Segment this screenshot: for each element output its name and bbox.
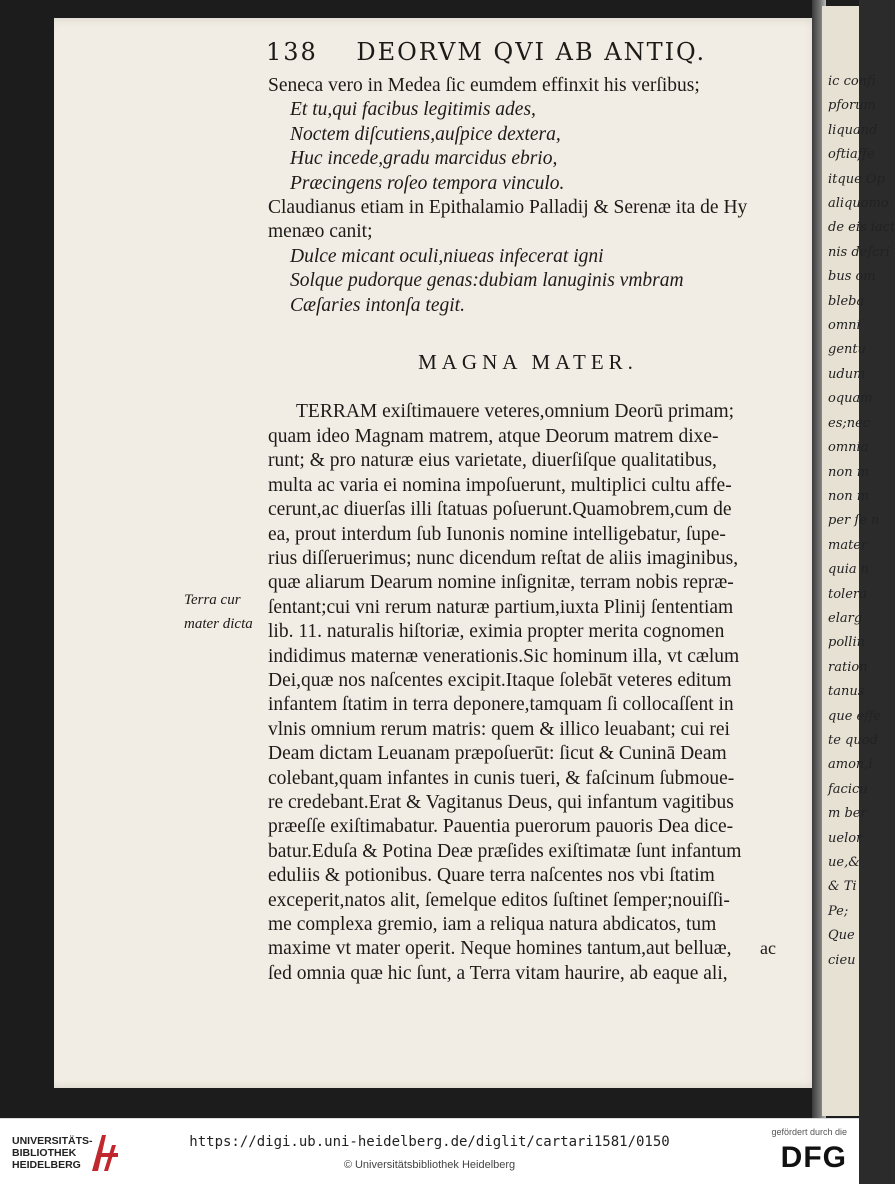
logo-line: UNIVERSITÄTS- (12, 1135, 93, 1147)
text-line: multa ac varia ei nomina impoſuerunt, multiplici cultu affe- (268, 474, 732, 496)
text-line: eduliis & potionibus. Quare terra naſcentes nos vbi ſtatim (268, 865, 715, 887)
text-line: Et tu,qui facibus legitimis ades, (290, 99, 536, 121)
text-line: quam ideo Magnam matrem, atque Deorum matrem dixe- (268, 425, 719, 447)
text-line: Deam dictam Leuanam præpoſuerūt: ſicut & Cuninā Deam (268, 743, 727, 765)
facing-page-fragment: ration (828, 659, 868, 675)
funded-by-label: gefördert durch die (771, 1127, 847, 1137)
text-line: Seneca vero in Medea ſic eumdem effinxit his verſibus; (268, 75, 700, 96)
facing-page-fragment: bus om (828, 269, 876, 285)
facing-page-fragment: elarg (828, 610, 863, 626)
verse-claudianus (268, 245, 788, 318)
facing-page-fragment: es;nec (828, 415, 871, 431)
facing-page-fragment: oftiaffe (828, 147, 875, 163)
text-line: præeſſe exiſtimabatur. Pauentia puerorum pauoris Dea dice- (268, 816, 734, 838)
dfg-logo: DFG (780, 1141, 847, 1174)
text-line: indidimus maternæ venerationis.Sic hominum illa, vt cælum (268, 645, 740, 667)
text-line: re credebant.Erat & Vagitanus Deus, qui infantum vagitibus (268, 791, 734, 813)
facing-page-fragment: pforum (828, 98, 876, 114)
facing-page-edge (822, 6, 895, 1116)
marginal-note (184, 588, 253, 636)
text-line: TERRAM exiſtimauere veteres,omnium Deorū primam; (296, 401, 735, 423)
page-url-link[interactable]: https://digi.ub.uni-heidelberg.de/diglit/cartari1581/0150 (189, 1134, 670, 1150)
running-head-title: DEORVM QVI AB ANTIQ. (356, 38, 707, 66)
logo-line: BIBLIOTHEK (12, 1147, 77, 1159)
catchword: ac (760, 938, 776, 958)
facing-page-fragment: & Ti (828, 879, 857, 895)
text-line: ſed omnia quæ hic ſunt, a Terra vitam haurire, ab eaque ali, (268, 962, 728, 984)
marginal-note-line: Terra cur (184, 592, 241, 608)
facing-page-fragment: oquam (828, 391, 873, 407)
facing-page-fragment: Pe; (828, 903, 849, 919)
page-number: 138 (266, 38, 318, 66)
text-line: quæ aliarum Dearum nomine inſignitæ, terram nobis repræ- (268, 572, 734, 594)
text-line: ea, prout interdum ſub Iunonis nomine intelligebatur, ſupe- (268, 523, 726, 545)
facing-page-fragment: non m (828, 464, 870, 480)
verse-seneca (268, 98, 788, 196)
copyright-notice: © Universitätsbibliothek Heidelberg (343, 1159, 516, 1171)
text-line: cerunt,ac diuerſas illi ſtatuas poſuerunt.Quamobrem,cum de (268, 499, 732, 521)
facing-page-fragment: de eis iact (828, 220, 895, 236)
facing-page-fragment: facicu (828, 781, 868, 797)
facing-page-fragment: non m (828, 488, 870, 504)
facing-page-fragment: omnia (828, 440, 869, 456)
logo-line: HEIDELBERG (12, 1159, 81, 1171)
viewer-footer (0, 1118, 859, 1184)
facing-page-fragment: omni (828, 318, 861, 334)
facing-page-fragment: que effe (828, 708, 882, 724)
text-line: batur.Eduſa & Potina Deæ præſides exiſtimatæ ſunt infantum (268, 840, 742, 862)
facing-page-fragment: nis deſcri (828, 244, 890, 260)
text-line: Huc incede,gradu marcidus ebrio, (290, 148, 558, 170)
page-text (268, 74, 788, 986)
facing-page-fragment: gentu (828, 342, 866, 358)
facing-page-fragment: aliquomo (828, 196, 889, 212)
text-line: me complexa gremio, iam a reliqua natura abdicatos, tum (268, 914, 717, 935)
text-line: colebant,quam infantes in cunis tueri, & faſcinum ſubmoue- (268, 767, 735, 789)
facing-page-fragment: cieu (828, 952, 856, 968)
text-line: Noctem diſcutiens,auſpice dextera, (290, 123, 561, 145)
text-line: Præcingens roſeo tempora vinculo. (290, 172, 565, 194)
marginal-note-line: mater dicta (184, 616, 253, 632)
facing-page-fragment: bleba (828, 293, 865, 309)
section-title: MAGNA MATER. (418, 350, 638, 375)
text-line: Dulce micant oculi,niueas infecerat igni (290, 245, 604, 267)
facing-page-fragment: tanus (828, 684, 865, 700)
facing-page-fragment: pollin (828, 635, 865, 651)
facing-page-fragment: uelor (828, 830, 863, 846)
facing-page-fragment: udum (828, 366, 866, 382)
text-line: lib. 11. naturalis hiſtoriæ, eximia propter merita cognomen (268, 621, 725, 643)
intro-block (268, 74, 788, 98)
facing-page-fragment: tolera (828, 586, 867, 602)
text-line: Dei,quæ nos naſcentes excipit.Itaque ſolebāt veteres editum (268, 669, 732, 691)
text-line: ſentant;cui vni rerum naturæ partium,iuxta Plinij ſententiam (268, 596, 734, 618)
text-line: runt; & pro naturæ eius varietate, diuerſiſque qualitatibus, (268, 450, 717, 472)
facing-page-fragment: quia n (828, 562, 870, 578)
text-line: maxime vt mater operit. Neque homines tantum,aut belluæ, (268, 938, 732, 960)
text-line: exceperit,natos alit, ſemelque editos ſuſtinet ſemper;nouiſſi- (268, 889, 730, 911)
facing-page-fragment: Que (828, 928, 855, 944)
text-line: Solque pudorque genas:dubiam lanuginis vmbram (290, 270, 684, 292)
facing-page-fragment: mater (828, 537, 868, 553)
facing-page-fragment: m ber (828, 806, 867, 822)
text-line: Claudianus etiam in Epithalamio Palladij & Serenæ ita de Hy (268, 197, 748, 219)
facing-page-fragment: per ſe n (828, 513, 880, 529)
text-line: Cæſaries intonſa tegit. (290, 294, 465, 316)
facing-page-fragment: itque Op (828, 171, 885, 187)
facing-page-fragment: amon,i (828, 757, 873, 773)
facing-page-fragment: liquand (828, 122, 878, 138)
mid-block (268, 196, 788, 245)
text-line: vlnis omnium rerum matris: quem & illico leuabant; cui rei (268, 718, 730, 740)
text-line: infantem ſtatim in terra deponere,tamquam ſi collocaſſent in (268, 694, 734, 716)
facing-page-fragment: ic confi (828, 74, 876, 89)
body-text (268, 400, 788, 986)
text-line: rius diſſeruerimus; nunc dicendum reſtat de aliis imaginibus, (268, 547, 739, 569)
facing-page-fragment: te quod (828, 732, 878, 748)
facing-page-fragment: ue,& (828, 855, 860, 870)
running-head (266, 38, 706, 66)
text-line: menæo canit; (268, 221, 373, 243)
